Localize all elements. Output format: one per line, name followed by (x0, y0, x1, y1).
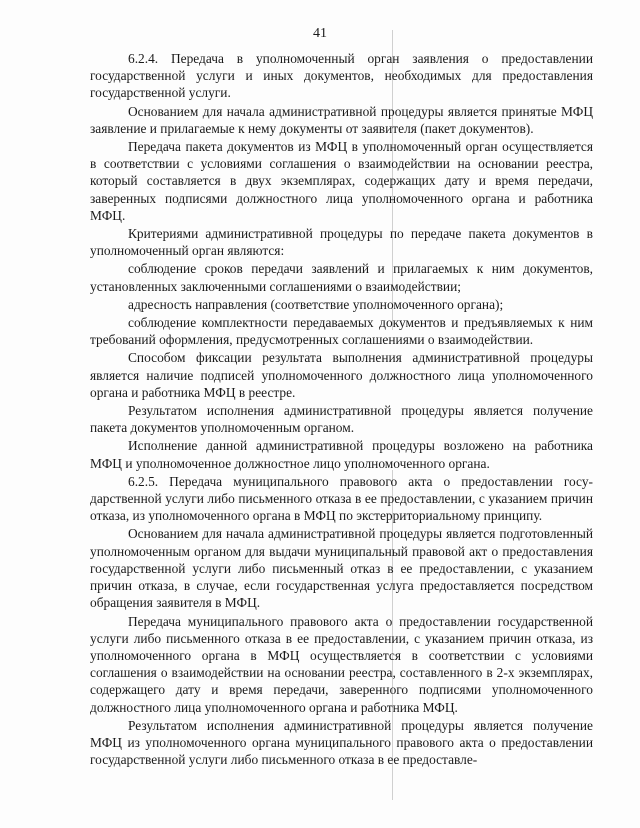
body-paragraph: Критериями административной процедуры по передаче пакета документов в уполномоченный орган являются: (90, 226, 593, 259)
page-number: 41 (313, 26, 327, 41)
body-paragraph: Исполнение данной административной процедуры возложено на работника МФЦ и уполномоченное должностное лицо уполномоченного органа. (90, 438, 593, 471)
body-paragraph: Передача пакета документов из МФЦ в уполномоченный орган осуществляется в соответствии с условиями соглашения о взаимодействии на основании реестра, который составляется в двух экземплярах, содержащих дату и время передачи, заверенных подписями должностного лица уполномоченного органа и работника МФЦ. (90, 139, 593, 223)
list-item-paragraph: адресность направления (соответствие уполномоченного органа); (128, 296, 504, 312)
document-body (90, 50, 593, 769)
body-paragraph: Основанием для начала административной процедуры является принятые МФЦ заявление и прилагаемые к нему документы от заявителя (пакет документов). (90, 103, 593, 136)
body-paragraph: 6.2.5. Передача муниципального правового акта о предоставлении государственной услуги либо письменного отказа в ее предоставлении, с указанием причин отказа, из уполномоченного органа в МФЦ по экстерриториальному принципу. (90, 473, 593, 524)
list-item-paragraph: соблюдение сроков передачи заявлений и прилагаемых к ним документов, установленных заключенными соглашениями о взаимодействии; (90, 261, 593, 294)
body-paragraph: Результатом исполнения административной процедуры является получение МФЦ из уполномоченного органа муниципального правового акта о предоставлении государственной услуги либо письменного отказа в ее предоставле- (90, 717, 593, 768)
body-paragraph: Передача муниципального правового акта о предоставлении государственной услуги либо письменного отказа в ее предоставлении, с указанием причин отказа, из уполномоченного органа в МФЦ осуществляется в соответствии с условиями соглашения о взаимодействии на основании реестра, составленного в 2-х экземплярах, содержащего дату и время передачи, заверенного подписями уполномоченного должностного лица уполномоченного органа и работника МФЦ. (90, 613, 593, 715)
list-item-paragraph: соблюдение комплектности передаваемых документов и предъявляемых к ним требований оформления, предусмотренных соглашениями о взаимодействии. (90, 315, 593, 348)
body-paragraph: 6.2.4. Передача в уполномоченный орган заявления о предоставлении государственной услуги и иных документов, необходимых для предоставления государственной услуги. (90, 51, 593, 101)
body-paragraph: Основанием для начала административной процедуры является подготовленный уполномоченным органом для выдачи муниципальный правовой акт о предоставления государственной услуги либо письменный отказ в ее предоставлении, с указанием причин отказа, в случае, если государственная услуга предоставляется посредством обращения заявителя в МФЦ. (90, 526, 593, 611)
body-paragraph: Способом фиксации результата выполнения административной процедуры является наличие подписей уполномоченного должностного лица уполномоченного органа и работника МФЦ в реестре. (90, 350, 593, 400)
body-paragraph: Результатом исполнения административной процедуры является получение пакета документов уполномоченным органом. (90, 403, 593, 436)
